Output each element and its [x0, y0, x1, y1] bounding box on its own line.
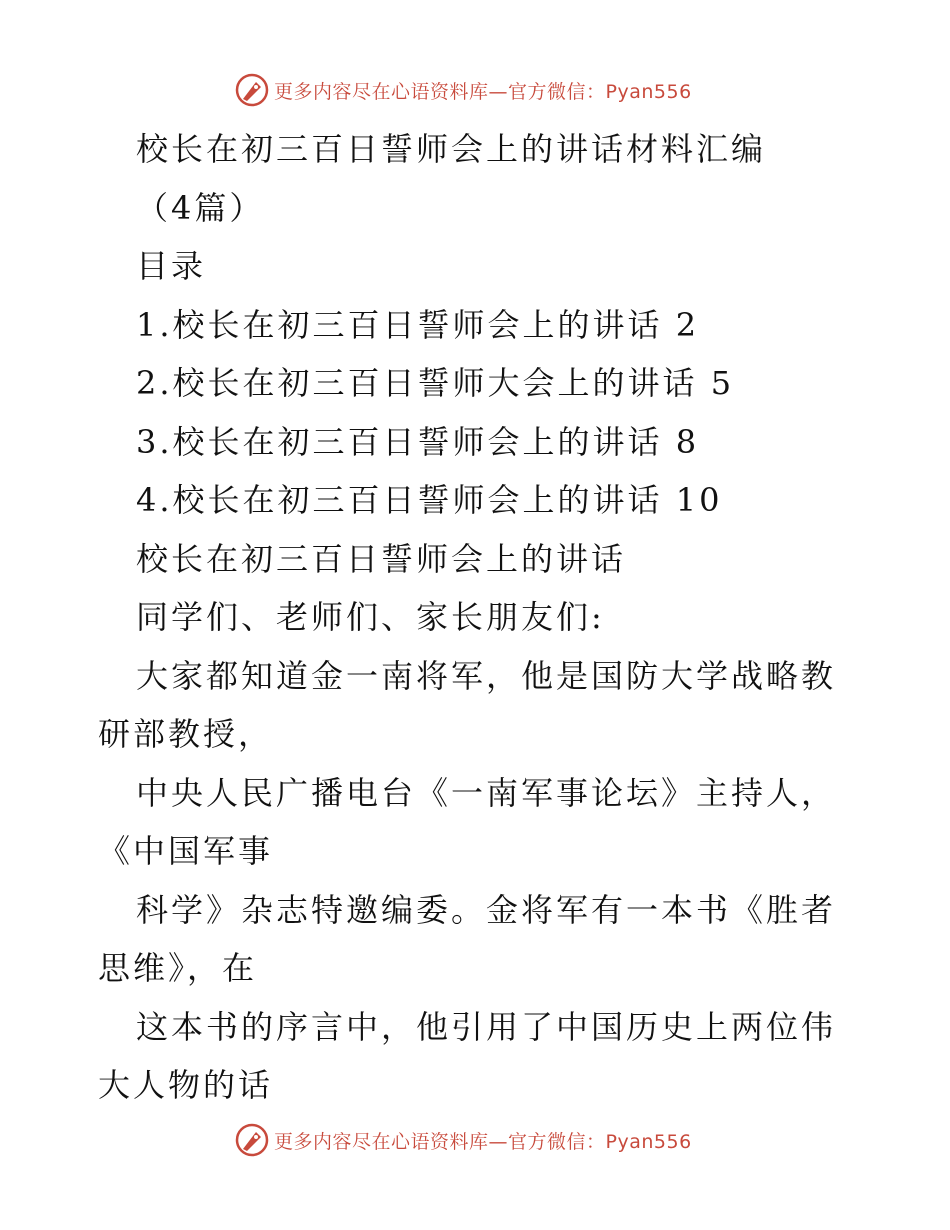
salutation: 同学们、老师们、家长朋友们: [136, 598, 605, 636]
watermark-header [234, 72, 692, 108]
toc-item-label: 3.校长在初三百日誓师会上的讲话 [136, 422, 663, 461]
toc-item-page: 10 [675, 481, 723, 519]
body-paragraph: 中央人民广播电台《一南军事论坛》主持人， [136, 773, 837, 812]
body-paragraph: 《中国军事 [98, 832, 274, 870]
toc-item-page: 5 [710, 364, 735, 402]
section-title: 校长在初三百日誓师会上的讲话 [136, 539, 627, 578]
watermark-text: 更多内容尽在心语资料库—官方微信：Pyan556 [274, 80, 692, 103]
pen-nib-logo-icon [234, 72, 270, 108]
toc-item [98, 354, 858, 413]
document-title: 校长在初三百日誓师会上的讲话材料汇编 [136, 130, 767, 168]
document-subtitle: （4篇） [136, 188, 265, 227]
watermark-footer [234, 1122, 692, 1158]
toc-item-label: 2.校长在初三百日誓师大会上的讲话 [136, 364, 698, 402]
body-paragraph: 这本书的序言中，他引用了中国历史上两位伟大人物的话 [98, 1007, 837, 1104]
toc-item [98, 296, 858, 355]
document-body [98, 120, 858, 1115]
watermark-text: 更多内容尽在心语资料库—官方微信：Pyan556 [274, 1130, 692, 1153]
body-paragraph: 大家都知道金一南将军，他是国防大学战略教研部教授， [98, 656, 837, 753]
pen-nib-logo-icon [234, 1122, 270, 1158]
toc-item [98, 413, 858, 472]
toc-item [98, 471, 858, 530]
toc-heading: 目录 [136, 247, 207, 285]
toc-item-label: 4.校长在初三百日誓师会上的讲话 [136, 481, 663, 519]
body-paragraph: 科学》杂志特邀编委。金将军有一本书《胜者思维》，在 [98, 890, 837, 987]
toc-item-page: 8 [675, 422, 700, 461]
toc-item-page: 2 [675, 305, 700, 344]
toc-item-label: 1.校长在初三百日誓师会上的讲话 [136, 305, 663, 344]
